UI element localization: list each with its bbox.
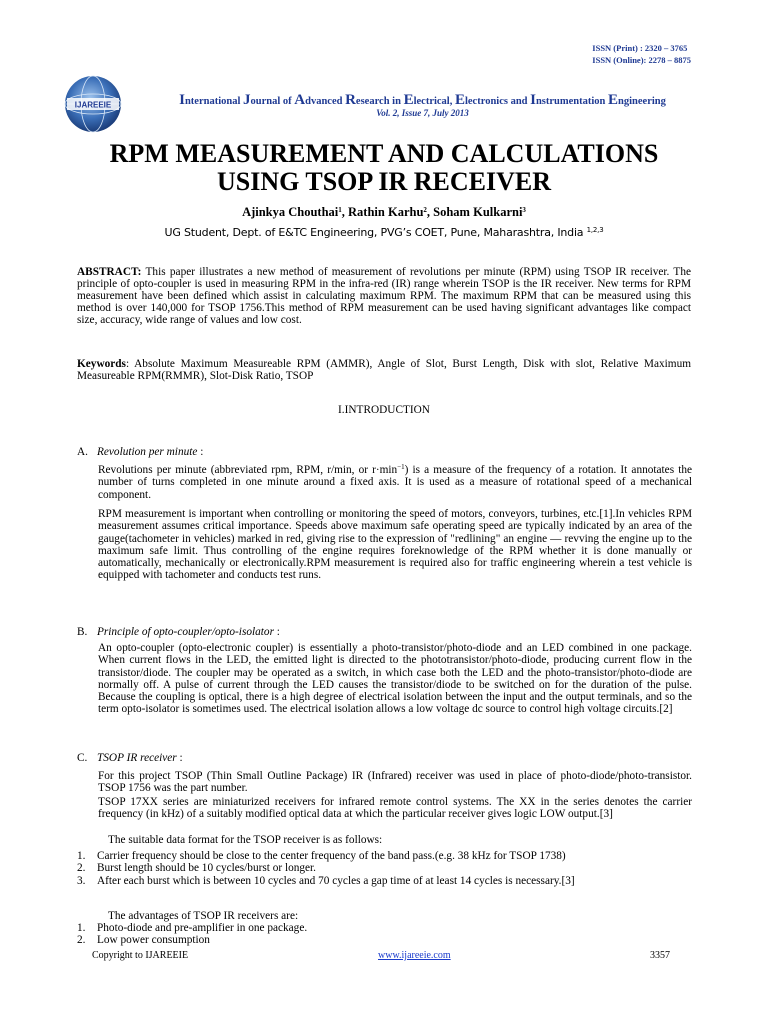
journal-issue: Vol. 2, Issue 7, July 2013 xyxy=(376,108,469,118)
journal-name-word: lectrical, xyxy=(413,96,455,107)
keywords-text: : Absolute Maximum Measureable RPM (AMMR), Angle of Slot, Burst Length, Disk with slot, Relative Maximum Measureable RPM(RMMR), Slot-Disk Ratio, TSOP xyxy=(77,358,691,382)
journal-name-cap: I xyxy=(179,92,185,108)
list-item xyxy=(77,850,691,862)
author-sup: 1 xyxy=(338,206,342,214)
list-item xyxy=(77,875,691,887)
section-title: I.INTRODUCTION xyxy=(338,404,430,416)
journal-name-word: dvanced xyxy=(305,96,346,107)
list-item-text: After each burst which is between 10 cycles and 70 cycles a gap time of at least 14 cycles is necessary.[3] xyxy=(97,874,575,887)
journal-name-cap: E xyxy=(454,92,465,108)
format-list xyxy=(0,850,768,887)
subsection-c-paragraph-2: TSOP 17XX series are miniaturized receivers for infrared remote control systems. The XX in the series denotes the carrier frequency (in kHz) of a suitably modified optical data at which the particular receiver gives logic LOW output.[3] xyxy=(98,796,692,821)
journal-name xyxy=(0,92,768,109)
issn-block xyxy=(592,42,691,66)
title-line-2: USING TSOP IR RECEIVER xyxy=(216,167,551,196)
subsection-a-heading: A. Revolution per minute : xyxy=(77,446,204,458)
list-item-number: 1. xyxy=(77,850,86,862)
list-item-number: 2. xyxy=(77,934,86,947)
affiliation-sup: 1,2,3 xyxy=(586,226,604,234)
journal-name-cap: J xyxy=(243,92,251,108)
subsection-c-paragraph-4: The advantages of TSOP IR receivers are: xyxy=(108,910,299,922)
subsection-a-paragraph-2: RPM measurement is important when controlling or monitoring the speed of motors, conveyors, turbines, etc.[1].In vehicles RPM measurement assumes critical importance. Speeds above maximum safe operating speed are typically indicated by an area of the gauge(tachometer in vehicles) marked in red, giving rise to the expression of "redlining" an engine — revving the engine up to the maximum safe limit. Thus controlling of the engine requires foreknowledge of the RPM whether it is done manually or automatically, mechanically or electronically.RPM measurement is required also for traffic engineering wherein a test vehicle is equipped with tachometer and conducts test runs. xyxy=(98,508,692,582)
list-item-text: Low power consumption xyxy=(97,934,210,947)
list-item xyxy=(77,934,691,946)
journal-name-word: nstrumentation xyxy=(535,96,609,107)
list-item-number: 1. xyxy=(77,922,86,934)
list-item-number: 2. xyxy=(77,862,86,875)
advantages-list xyxy=(0,922,768,947)
journal-name-word: nternational xyxy=(184,96,243,107)
keywords-label: Keywords xyxy=(77,358,126,370)
subsection-c-paragraph-1: For this project TSOP (Thin Small Outline Package) IR (Infrared) receiver was used in place of photo-diode/photo-transistor. TSOP 1756 was the part number. xyxy=(98,770,692,795)
abstract xyxy=(77,266,691,326)
subsection-b-paragraph-1: An opto-coupler (opto-electronic coupler) is essentially a photo-transistor/photo-diode and an LED combined in one package. When current flows in the LED, the emitted light is directed to the phototransistor/photo-diode, producing current flow in the transistor/diode. The coupler may be operated as a switch, in which case both the LED and the photo-transistor/photo-diode are normally off. A pulse of current through the LED causes the transistor/diode to be switched on for the duration of the pulse. Because the coupling is optical, there is a high degree of electrical isolation between the input and the output terminals, and so the term opto-isolator is sometimes used. The electrical isolation allows a low voltage dc source to control high voltage circuits.[2] xyxy=(98,642,692,716)
list-item-text: Burst length should be 10 cycles/burst or longer. xyxy=(97,862,317,875)
list-item-number: 3. xyxy=(77,874,86,887)
author-sup: 2 xyxy=(423,206,427,214)
abstract-label: ABSTRACT: xyxy=(77,266,142,278)
journal-name-cap: E xyxy=(608,92,619,108)
list-item-text: Photo-diode and pre-amplifier in one package. xyxy=(97,922,308,934)
issn-print: ISSN (Print) : 2320 – 3765 xyxy=(592,43,688,53)
journal-name-word: ournal of xyxy=(250,96,295,107)
author-sup: 3 xyxy=(522,206,526,214)
list-item xyxy=(77,862,691,874)
title-line-1: RPM MEASUREMENT AND CALCULATIONS xyxy=(109,139,659,168)
paper-title xyxy=(0,140,768,196)
subsection-c-heading: C. TSOP IR receiver : xyxy=(77,752,183,764)
abstract-text: This paper illustrates a new method of measurement of revolutions per minute (RPM) using TSOP IR receiver. The principle of opto-coupler is used in measuring RPM in the infra-red (IR) range wherein TSOP is the IR receiver. New terms for RPM measurement have been defined which assist in calculating maximum RPM. The maximum RPM that can be measured using this method is over 140,000 for TSOP 1756.This method of RPM measurement can be used having significant advantages like compact size, accuracy, wide range of values and low cost. xyxy=(77,266,691,326)
subsection-a-paragraph-1: Revolutions per minute (abbreviated rpm, RPM, r/min, or $r\cdot\min^{-1}$) is a measure of the frequency of a rotation. It annotates the number of turns completed in one minute around a fixed axis. It is used as a measure of rotational speed of a mechanical component. xyxy=(98,463,692,501)
author-list: Ajinkya Chouthai$^1$, Rathin Karhu$^2$, Soham Kulkarni$^3$ xyxy=(242,205,526,219)
logo-text: IJAREEIE xyxy=(74,100,112,110)
keywords xyxy=(77,358,691,382)
footer-copyright: Copyright to IJAREEIE xyxy=(92,950,189,961)
journal-name-cap: E xyxy=(403,92,414,108)
author-name: Ajinkya Chouthai xyxy=(242,205,339,219)
journal-name-cap: I xyxy=(530,92,536,108)
affiliation: UG Student, Dept. of E&TC Engineering, PVG’s COET, Pune, Maharashtra, India $^{1,2,3}$ xyxy=(164,226,604,239)
journal-name-cap: R xyxy=(345,92,356,108)
journal-name-cap: A xyxy=(294,92,306,108)
subsection-b-heading: B. Principle of opto-coupler/opto-isolator : xyxy=(77,626,280,638)
journal-name-word: ngineering xyxy=(618,96,666,107)
journal-name-word: esearch in xyxy=(355,96,404,107)
issn-online: ISSN (Online): 2278 – 8875 xyxy=(592,55,691,65)
author-name: Soham Kulkarni xyxy=(433,205,523,219)
journal-name-word: lectronics and xyxy=(464,96,531,107)
footer-url-link[interactable]: www.ijareeie.com xyxy=(378,950,451,961)
author-name: Rathin Karhu xyxy=(348,205,424,219)
list-item xyxy=(77,922,691,934)
list-item-text: Carrier frequency should be close to the center frequency of the band pass.(e.g. 38 kHz for TSOP 1738) xyxy=(97,850,566,862)
subsection-c-paragraph-3: The suitable data format for the TSOP receiver is as follows: xyxy=(108,834,383,846)
footer-page-number: 3357 xyxy=(650,950,670,961)
